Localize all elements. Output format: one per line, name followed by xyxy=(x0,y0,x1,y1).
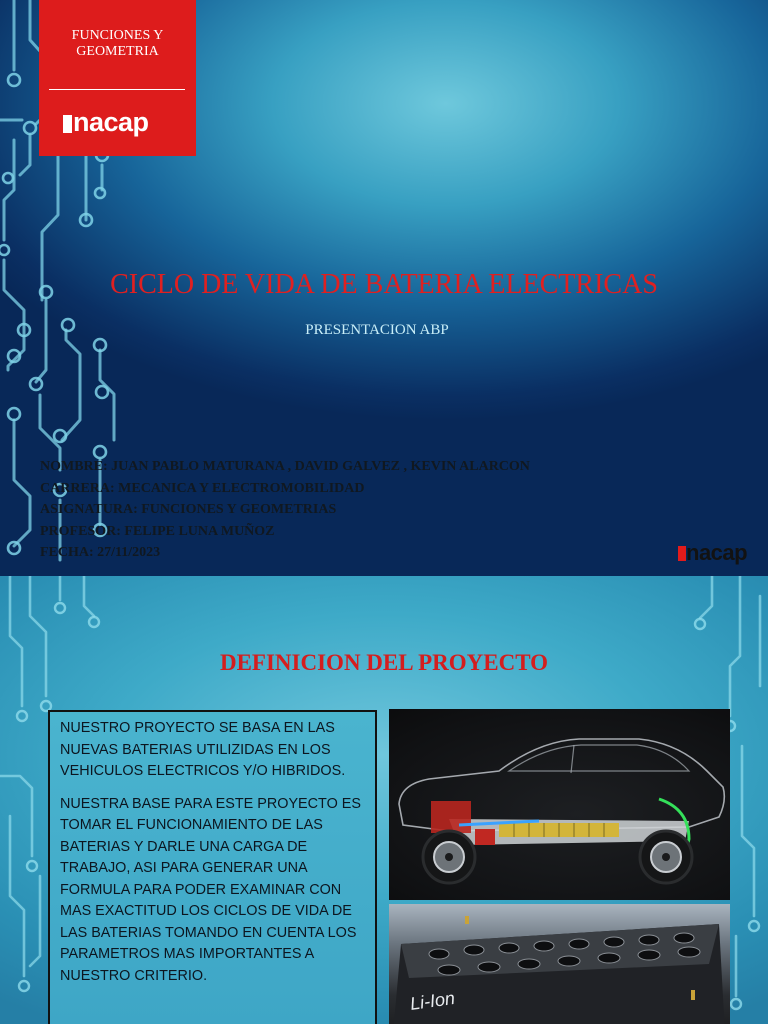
car-illustration xyxy=(389,709,730,900)
logo-mark-icon xyxy=(63,115,72,133)
logo-wordmark: nacap xyxy=(73,107,149,137)
electric-car-image xyxy=(389,709,730,900)
course-title-divider xyxy=(49,89,185,90)
presentation-subtitle: PRESENTACION ABP xyxy=(305,322,449,338)
info-teacher-line: PROFESOR: FELIPE LUNA MUÑOZ xyxy=(40,523,275,539)
definition-slide xyxy=(0,576,768,1024)
info-name-line: NOMBRE: JUAN PABLO MATURANA , DAVID GALVEZ , KEVIN ALARCON xyxy=(40,459,530,474)
battery-label: Li-Ion xyxy=(408,987,457,1014)
logo-wordmark: nacap xyxy=(686,540,748,565)
description-paragraph: NUESTRO PROYECTO SE BASA EN LAS NUEVAS BATERIAS UTILIZIDAS EN LOS VEHICULOS ELECTRICOS Y/O HIBRIDOS. xyxy=(60,720,346,779)
course-title: FUNCIONES Y GEOMETRIA xyxy=(71,28,164,59)
presentation-title: CICLO DE VIDA DE BATERIA ELECTRICAS xyxy=(110,269,658,300)
section-title: DEFINICION DEL PROYECTO xyxy=(219,650,549,675)
battery-illustration xyxy=(389,904,730,1024)
description-paragraph: NUESTRA BASE PARA ESTE PROYECTO ES TOMAR EL FUNCIONAMIENTO DE LAS BATERIAS Y DARLE UNA CARGA DE TRABAJO, ASI PARA GENERAR UNA FORMULA PARA PODER EXAMINAR CON MAS EXACTITUD LOS CICLOS DE VIDA DE LAS BATERIAS TOMANDO EN CUENTA LOS PARAMETROS MAS IMPORTANTES A NUESTRO CRITERIO. xyxy=(60,795,361,984)
presentation-info xyxy=(40,456,530,564)
info-date-line: FECHA: 27/11/2023 xyxy=(40,545,161,560)
info-career-line: CARRERA: MECANICA Y ELECTROMOBILIDAD xyxy=(40,480,365,496)
course-title-box xyxy=(39,0,196,156)
info-subject-line: ASIGNATURA: FUNCIONES Y GEOMETRIAS xyxy=(40,502,337,517)
logo-mark-icon xyxy=(678,546,686,561)
li-ion-battery-image xyxy=(389,904,730,1024)
description-textbox xyxy=(48,710,377,1024)
